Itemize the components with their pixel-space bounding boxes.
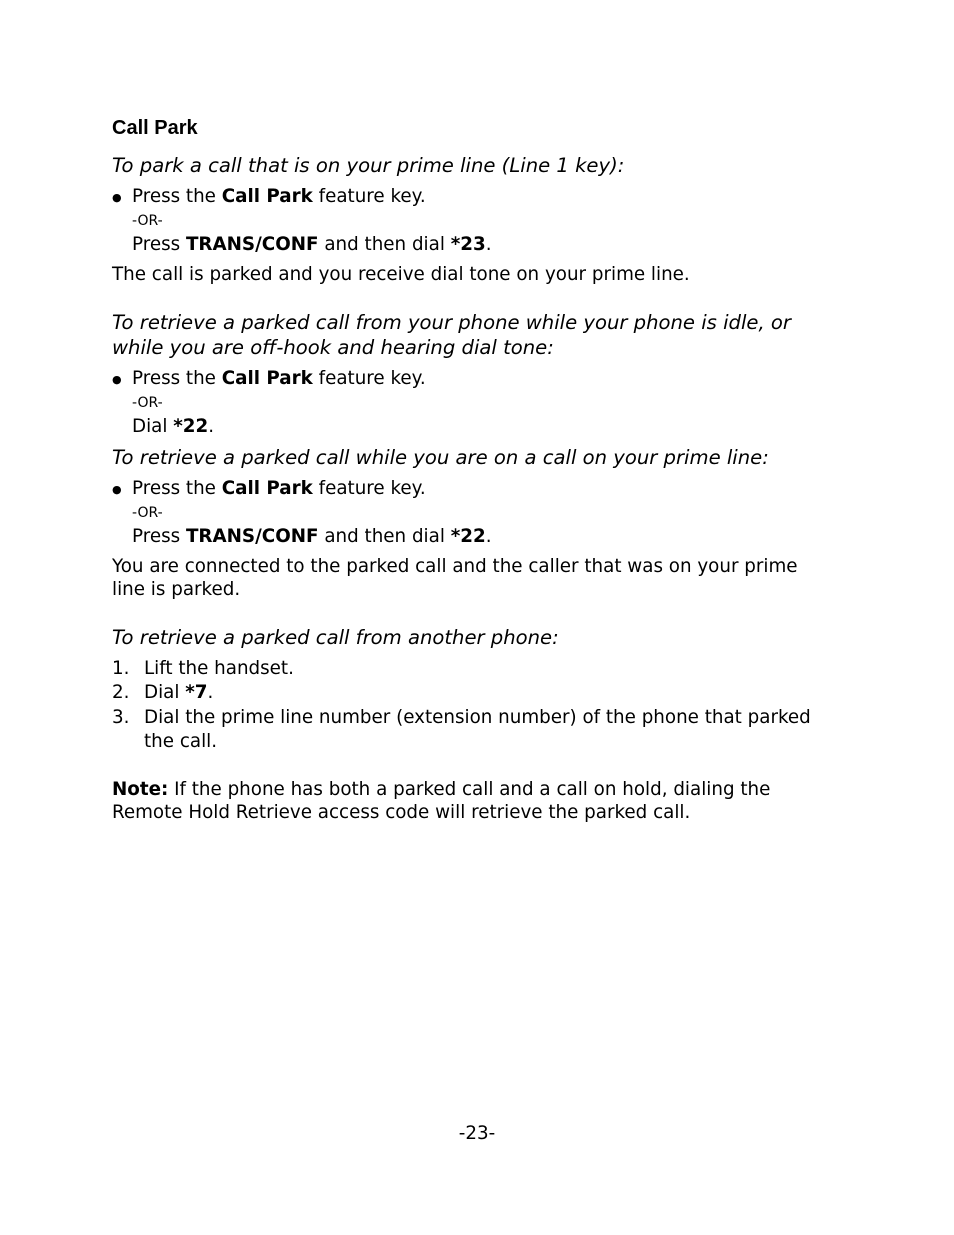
note-cont: Remote Hold Retrieve access code will retrieve the parked call. — [112, 802, 691, 823]
instruction-step: Press the Call Park feature key. — [132, 368, 426, 389]
instruction-step: Press TRANS/CONF and then dial *23. — [132, 234, 492, 255]
or-separator: -OR- — [132, 505, 163, 521]
subheading-park-call: To park a call that is on your prime line (Line 1 key): — [112, 154, 625, 177]
instruction-step: Press TRANS/CONF and then dial *22. — [132, 526, 492, 547]
section-title: Call Park — [112, 117, 198, 139]
instruction-step: Dial *22. — [132, 416, 215, 437]
list-number: 3. — [112, 707, 130, 728]
subheading-retrieve-idle-cont: while you are off-hook and hearing dial tone: — [112, 336, 554, 359]
bullet-icon: ● — [112, 191, 122, 204]
list-number: 2. — [112, 682, 130, 703]
bullet-icon: ● — [112, 373, 122, 386]
note: Note: If the phone has both a parked call and a call on hold, dialing the — [112, 779, 771, 800]
or-separator: -OR- — [132, 395, 163, 411]
subheading-retrieve-on-call: To retrieve a parked call while you are on a call on your prime line: — [112, 446, 769, 469]
instruction-step: Press the Call Park feature key. — [132, 186, 426, 207]
bullet-icon: ● — [112, 483, 122, 496]
list-number: 1. — [112, 658, 130, 679]
list-item-cont: the call. — [144, 731, 218, 752]
list-item: Lift the handset. — [144, 658, 294, 679]
list-item: Dial the prime line number (extension number) of the phone that parked — [144, 707, 811, 728]
result-text-cont: line is parked. — [112, 579, 241, 600]
subheading-retrieve-idle: To retrieve a parked call from your phone while your phone is idle, or — [112, 311, 791, 334]
instruction-step: Press the Call Park feature key. — [132, 478, 426, 499]
list-item: Dial *7. — [144, 682, 214, 703]
or-separator: -OR- — [132, 213, 163, 229]
result-text: You are connected to the parked call and the caller that was on your prime — [112, 556, 798, 577]
page-number: -23- — [458, 1123, 496, 1144]
subheading-retrieve-other-phone: To retrieve a parked call from another phone: — [112, 626, 559, 649]
result-text: The call is parked and you receive dial tone on your prime line. — [112, 264, 690, 285]
